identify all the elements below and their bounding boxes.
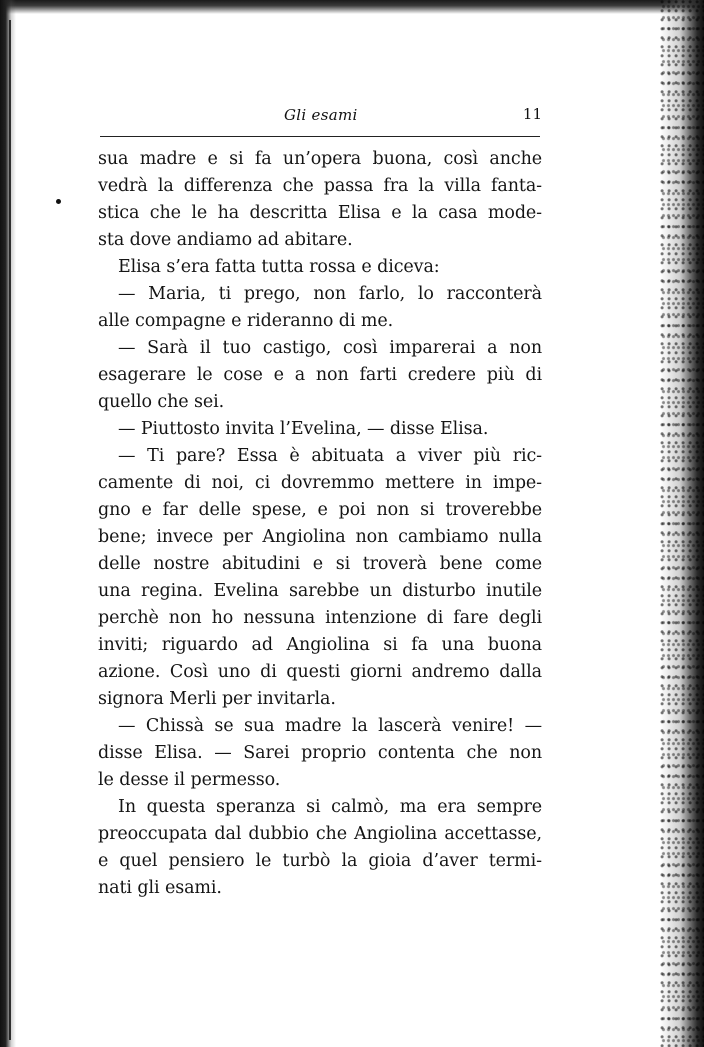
- text-line: — Piuttosto invita l’Evelina, — disse Elisa.: [118, 419, 489, 439]
- text-line: camente di noi, ci dovremmo mettere in impe-: [98, 473, 542, 493]
- text-line: stica che le ha descritta Elisa e la casa mode-: [98, 203, 542, 223]
- text-line: — Maria, ti prego, non farlo, lo racconterà: [118, 284, 542, 304]
- text-line: delle nostre abitudini e si troverà bene come: [98, 554, 542, 574]
- text-line: — Ti pare? Essa è abituata a viver più ric-: [118, 446, 542, 466]
- text-line: azione. Così uno di questi giorni andremo dalla: [98, 662, 542, 682]
- text-line: signora Merli per invitarla.: [98, 689, 336, 709]
- text-line: una regina. Evelina sarebbe un disturbo inutile: [98, 581, 542, 601]
- text-line: alle compagne e rideranno di me.: [98, 311, 394, 331]
- scan-edge-left: [0, 0, 16, 1047]
- body-text: [98, 146, 542, 902]
- text-line: gno e far delle spese, e poi non si troverebbe: [98, 500, 542, 520]
- text-line: In questa speranza si calmò, ma era sempre: [118, 797, 542, 817]
- text-line: perchè non ho nessuna intenzione di fare degli: [98, 608, 542, 628]
- scan-edge-top: [0, 0, 704, 14]
- text-line: — Chissà se sua madre la lascerà venire! —: [118, 716, 542, 736]
- text-line: vedrà la differenza che passa fra la villa fanta-: [98, 176, 542, 196]
- text-line: inviti; riguardo ad Angiolina si fa una buona: [98, 635, 542, 655]
- binding-line: [9, 20, 11, 1040]
- ink-speck: [56, 199, 61, 204]
- text-line: e quel pensiero le turbò la gioia d’aver termi-: [98, 851, 542, 871]
- header-rule: [100, 136, 540, 137]
- text-line: le desse il permesso.: [98, 770, 281, 790]
- text-line: disse Elisa. — Sarei proprio contenta che non: [98, 743, 542, 763]
- text-line: nati gli esami.: [98, 878, 222, 898]
- text-line: preoccupata dal dubbio che Angiolina accettasse,: [98, 824, 542, 844]
- text-line: esagerare le cose e a non farti credere più di: [98, 365, 542, 385]
- page-number: 11: [522, 105, 542, 123]
- text-line: — Sarà il tuo castigo, così imparerai a non: [118, 338, 542, 358]
- text-line: quello che sei.: [98, 392, 225, 412]
- scan-edge-right: [660, 0, 704, 1047]
- running-head: Gli esami: [284, 106, 358, 124]
- text-line: bene; invece per Angiolina non cambiamo nulla: [98, 527, 542, 547]
- text-line: Elisa s’era fatta tutta rossa e diceva:: [118, 257, 440, 277]
- text-line: sua madre e si fa un’opera buona, così anche: [98, 149, 542, 169]
- page-header: [98, 104, 544, 128]
- text-line: sta dove andiamo ad abitare.: [98, 230, 353, 250]
